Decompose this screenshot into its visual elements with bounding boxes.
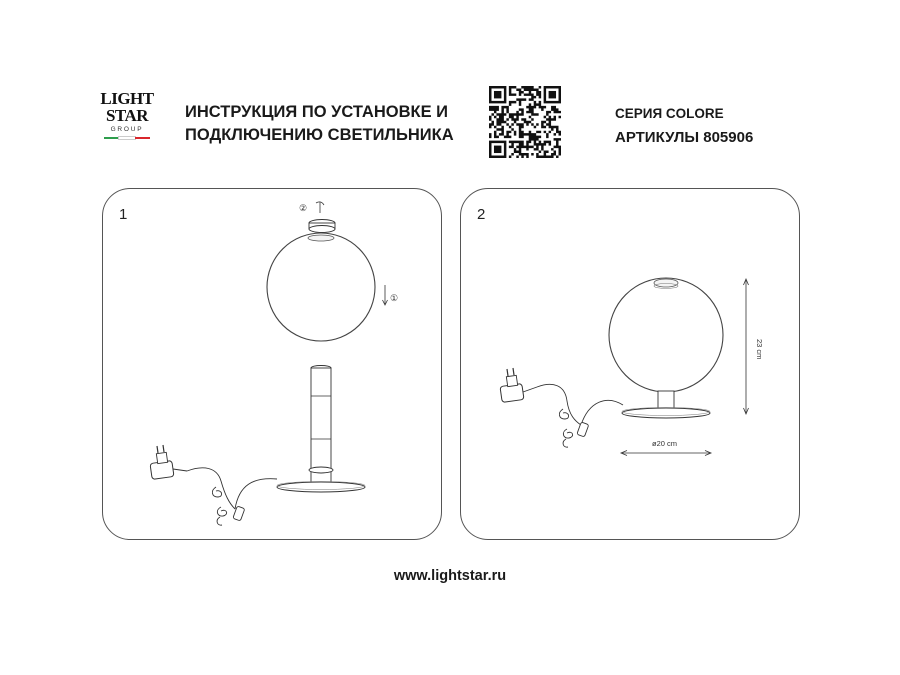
brand-logo xyxy=(98,90,156,139)
height-dimension xyxy=(744,279,749,414)
assembly-drawing xyxy=(103,189,442,540)
inline-switch xyxy=(577,422,589,437)
italian-flag-stripe xyxy=(104,137,150,139)
step-2-panel xyxy=(460,188,800,540)
step-marker-1: ① xyxy=(390,293,399,303)
glass-shade xyxy=(609,278,723,392)
instruction-title xyxy=(185,101,485,147)
height-label: 23 cm xyxy=(755,339,764,360)
assembled-lamp-drawing xyxy=(461,189,800,540)
glass-shade xyxy=(267,233,375,341)
lamp-base xyxy=(277,482,365,493)
lamp-stem xyxy=(309,366,333,487)
website-link[interactable]: www.lightstar.ru xyxy=(393,568,507,584)
product-info xyxy=(615,102,753,150)
logo-word-star: STAR xyxy=(105,106,149,125)
lamp-base xyxy=(622,408,710,419)
step-1-number: 1 xyxy=(119,206,128,223)
diameter-dimension xyxy=(621,451,711,456)
power-cord xyxy=(187,468,277,525)
logo-word-group: GROUP xyxy=(110,126,144,133)
step-2-number: 2 xyxy=(477,206,486,223)
article-number: АРТИКУЛЫ 805906 xyxy=(615,129,754,146)
step-marker-2: ② xyxy=(299,203,308,213)
power-cord xyxy=(537,384,623,447)
power-plug-icon xyxy=(500,368,537,402)
step-1-panel xyxy=(102,188,442,540)
power-plug-icon xyxy=(150,445,187,479)
series-name: СЕРИЯ COLORE xyxy=(615,106,724,121)
top-cap xyxy=(309,220,335,233)
title-line-1: ИНСТРУКЦИЯ ПО УСТАНОВКЕ И xyxy=(185,103,449,121)
diameter-label: ø20 cm xyxy=(652,439,678,448)
title-line-2: ПОДКЛЮЧЕНИЮ СВЕТИЛЬНИКА xyxy=(185,126,454,144)
qr-code-icon xyxy=(489,86,561,158)
logo-word-light: LIGHT xyxy=(100,89,154,108)
